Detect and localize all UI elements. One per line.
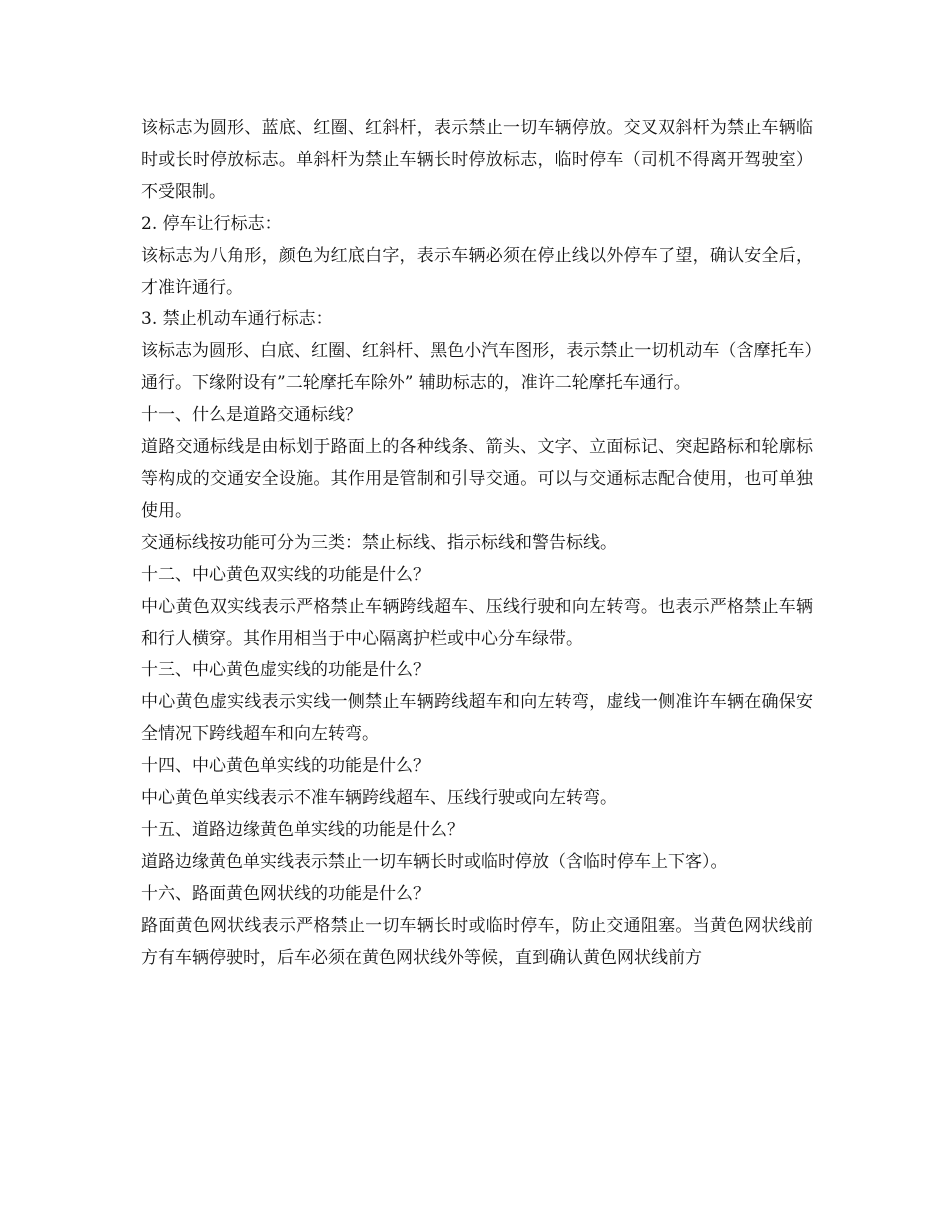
heading-section-11: 十一、什么是道路交通标线？ [141, 405, 362, 426]
paragraph-section-13: 中心黄色虚实线表示实线一侧禁止车辆跨线超车和向左转弯，虚线一侧准许车辆在确保安全情况下跨线超车和向左转弯。 [141, 692, 813, 745]
heading-stop-yield-sign: 2. 停车让行标志： [141, 213, 282, 234]
heading-no-motor-vehicle-sign: 3. 禁止机动车通行标志： [141, 309, 333, 330]
heading-section-14: 十四、中心黄色单实线的功能是什么？ [141, 756, 430, 777]
heading-section-13: 十三、中心黄色虚实线的功能是什么？ [141, 660, 430, 681]
paragraph-no-parking-sign: 该标志为圆形、蓝底、红圈、红斜杆，表示禁止一切车辆停放。交叉双斜杆为禁止车辆临时或长时停放标志。单斜杆为禁止车辆长时停放标志，临时停车（司机不得离开驾驶室）不受限制。 [141, 118, 813, 202]
heading-section-15: 十五、道路边缘黄色单实线的功能是什么？ [141, 819, 464, 840]
paragraph-section-11-b: 交通标线按功能可分为三类：禁止标线、指示标线和警告标线。 [141, 532, 617, 553]
paragraph-section-12: 中心黄色双实线表示严格禁止车辆跨线超车、压线行驶和向左转弯。也表示严格禁止车辆和行人横穿。其作用相当于中心隔离护栏或中心分车绿带。 [141, 596, 813, 649]
paragraph-stop-yield-sign: 该标志为八角形，颜色为红底白字，表示车辆必须在停止线以外停车了望，确认安全后，才准许通行。 [141, 245, 813, 298]
document-body [141, 113, 813, 974]
heading-section-16: 十六、路面黄色网状线的功能是什么？ [141, 883, 430, 904]
paragraph-section-16: 路面黄色网状线表示严格禁止一切车辆长时或临时停车，防止交通阻塞。当黄色网状线前方有车辆停驶时，后车必须在黄色网状线外等候，直到确认黄色网状线前方 [141, 915, 813, 968]
paragraph-no-motor-vehicle-sign: 该标志为圆形、白底、红圈、红斜杆、黑色小汽车图形，表示禁止一切机动车（含摩托车）通行。下缘附设有”二轮摩托车除外” 辅助标志的，准许二轮摩托车通行。 [141, 341, 813, 394]
paragraph-section-11-a: 道路交通标线是由标划于路面上的各种线条、箭头、文字、立面标记、突起路标和轮廓标等构成的交通安全设施。其作用是管制和引导交通。可以与交通标志配合使用，也可单独使用。 [141, 437, 813, 521]
paragraph-section-14: 中心黄色单实线表示不准车辆跨线超车、压线行驶或向左转弯。 [141, 788, 617, 809]
paragraph-section-15: 道路边缘黄色单实线表示禁止一切车辆长时或临时停放（含临时停车上下客）。 [141, 851, 728, 872]
heading-section-12: 十二、中心黄色双实线的功能是什么？ [141, 564, 430, 585]
